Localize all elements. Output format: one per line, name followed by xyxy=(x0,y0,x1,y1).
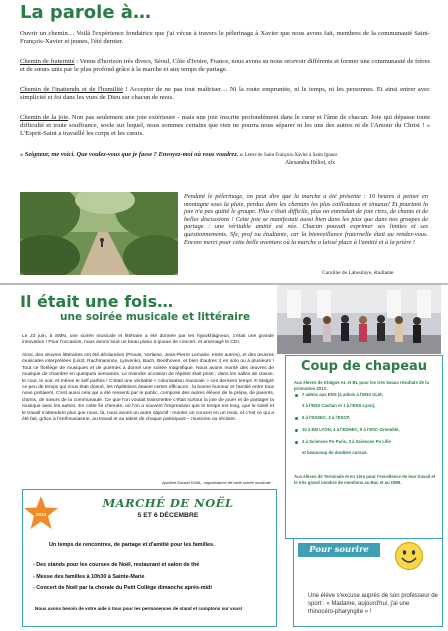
marche-item: - Concert de Noël par la chorale du Petit Collège dimanche après-midi xyxy=(33,585,212,591)
humility-lead: Chemin de l'inattendu et de l'humilité xyxy=(20,86,124,93)
bullet xyxy=(295,417,298,420)
coup-de-chapeau-box xyxy=(285,355,443,539)
coup-title: Coup de chapeau xyxy=(300,359,428,374)
quote-line xyxy=(20,151,430,158)
coup-item: 3 à l'ENS Cachan et 1 à l'ENS Lyon), xyxy=(302,403,376,408)
star-icon xyxy=(23,495,59,531)
soiree-paragraph-1: Le 23 juin, à SMN, une soirée musicale et littéraire a été donnée par les hypokhâgneux, c'était une grande innovation ! Pour l'occasion, nous avons loué un beau piano à queue de concert, et aménagé le CDI. xyxy=(22,334,274,346)
sourire-title: Pour sourire xyxy=(309,545,369,555)
marche-call: Nous avons besoin de votre aide à tous pour les permanences de stand et comptons sur vous! xyxy=(35,606,243,611)
fraternity-lead: Chemin de fraternité xyxy=(20,58,75,65)
coup-item: et beaucoup de doubles cursus. xyxy=(302,450,368,455)
bullet xyxy=(295,441,298,444)
section-title-parole: La parole à… xyxy=(20,2,151,23)
fraternity-paragraph xyxy=(20,58,430,74)
coup-outro: Aux élèves de Terminale et en 1ère pour l'excellence de leur travail et le très grand nombre de mentions au Bac et au DNB. xyxy=(294,474,436,485)
joy-text: . Non pas seulement une joie extérieure - mais une joie inscrite profondément dans le cœur et l'âme de chacun. Joie qui dépasse toute difficulté et toute souffrance, socle sur lequel, nous sommes certains que rien ne pourra nous séparer ni les uns des autres ni de l'Amour du Christ ! » L'Esprit-Saint a travaillé les corps et les cœurs. xyxy=(20,114,430,138)
svg-text:2013: 2013 xyxy=(35,512,47,517)
coup-item: 5 à l'ESSEC, 2 à l'ESCP, xyxy=(302,415,351,420)
coup-item: 7 admis aux ENS (4 admis à l'ENS ULM, xyxy=(302,392,383,397)
humility-text: ! Accepter de ne pas tout maîtriser… Ni la route empruntée, ni le temps, ni les personnes. Et ainsi entrer avec simplicité et foi dans les vues de Dieu sur chacun de nous. xyxy=(20,86,430,102)
joy-paragraph xyxy=(20,114,430,139)
marche-item: - Des stands pour les courses de Noël, restaurant et salon de thé xyxy=(33,562,200,568)
soiree-paragraph-2: Ainsi, des œuvres littéraires ont été déclamées (Proust, Verlaine, Jean-Pierre Lemaire, entre autres), et des œuvres musicales interprétées (Liszt, Rachmaninov, Lysvenko, Bach, Beethoven, et bien d'autres !) en solo ou à plusieurs ! Tout ce florilège de musiques et de poèmes a donné une soirée magnifique. Nous avons monté des œuvres de musique de chambre en quelques semaines. Le moindre occasion de répéter était prise : dans les salles de classe, le cour, le soir, et même le self parfois ! C'était une véritable « colonisation musicale » ces derniers temps !!! Malgré ce peu de temps qui nous était donné, les répétitions étaient certes efficaces ; la bonne humeur et l'amitié entre tous nous portaient. C'est aussi cela qui a été ressenti par le public, composé des autres élèves de la prépa, de parents, d'amis, de sœurs de la communauté. Ce que l'on voulait transmettre c'était surtout la joie de jouer et de partager la musique avec les autres. En cette fin d'année, où l'on a souvent l'impression que le temps est long, que le soleil et le travail n'attendent plus que nous, là, nous avons un autre objectif : monter un concert en un mois, et c'est ce qui a été fait, grâce à l'enthousiasme, au travail et au talent de chaque participant – musicien ou récitant. xyxy=(22,353,274,423)
bullet xyxy=(295,394,298,397)
marche-de-noel-box xyxy=(22,489,277,627)
smiley-icon xyxy=(394,541,424,571)
quote-text: « Seigneur, me voici. Que voulez-vous que je fasse ? Envoyez-moi où vous voudrez. » xyxy=(20,151,244,158)
sourire-title-banner xyxy=(298,543,380,557)
sourire-text: Une élève s'excuse auprès de son professeur de sport : « Madame, aujourd'hui, j'ai une rhinocéro-pharyngite » ! xyxy=(308,593,438,615)
coup-item: 10 à EM LYON, 4 à l'EDHEC, 9 à l'ESC-Grenoble, xyxy=(302,427,400,432)
pour-sourire-box xyxy=(293,538,443,627)
quote-ref: Lettre de Saint François-Xavier à Saint Ignace xyxy=(244,153,338,158)
marche-date: 5 ET 6 DÉCEMBRE xyxy=(137,512,199,519)
section-subtitle-soiree: une soirée musicale et littéraire xyxy=(60,311,251,323)
intro-paragraph: Ouvrir un chemin… Voilà l'expérience fondatrice que j'ai vécue à travers le pèlerinage à Xavier que nous avons fait, membres de la communauté Saint-François-Xavier et jeunes, l'été dernier. xyxy=(20,30,430,46)
coup-intro: Aux élèves de Khâgne AL et BL pour les très beaux résultats de la promotion 2013 : xyxy=(294,380,429,391)
quote-author: Alexandra Hélioi, sfx xyxy=(285,160,336,166)
testimony-author: Caroline de Laboulaye, étudiante xyxy=(322,270,394,276)
soiree-signature: Apolline Dansel KHAL, organisatrice de cette soirée musicale xyxy=(162,480,271,485)
bullet xyxy=(295,429,298,432)
joy-lead: Chemin de la joie xyxy=(20,114,69,121)
humility-paragraph xyxy=(20,86,430,102)
marche-tagline: Un temps de rencontres, de partage et d'amitié pour les familles. xyxy=(49,542,215,548)
marche-item: - Messe des familles à 10h30 à Sainte-Marie xyxy=(33,574,145,580)
concert-photo xyxy=(277,285,441,354)
testimony-text: Pendant le pèlerinage, on peut dire que la marche a été présente : 10 heures à peiner en montagne sous la pluie, perdus dans les chemins les plus caillouteux et sinueux! Et pourtant la joie n'a pas quitté le groupe. Plus c'était difficile, plus on entendait de joie rires, de chants et de belles discussions ! Cette joie se manifestait aussi bien dans les jeux que dans nos groupes de partage : une véritable amitié est née. Chacun pouvait exprimer ses limites et ses questionnements. Sfx, prof ou étudiante, car la bienveillance fraternelle était au rendez-vous. Encore merci pour cette belle aventure où la marche a laissé place à l'amitié et à la prière ! xyxy=(184,193,428,246)
marche-title: MARCHÉ DE NOËL xyxy=(102,496,234,510)
coup-item: 3 à Sciences Po Paris, 3 à Sciences Po Lille xyxy=(302,439,391,444)
pilgrimage-photo xyxy=(20,192,178,275)
section-title-soiree: Il était une fois… xyxy=(20,292,174,311)
fraternity-text: : Venus d'horizon très divers, Séoul, Côte d'Ivoire, France, nous avons su nous recevoir différents et former une communauté de frères et de sœurs unis par le plus profond grâce à la marche et aux temps de partage. xyxy=(20,58,430,74)
